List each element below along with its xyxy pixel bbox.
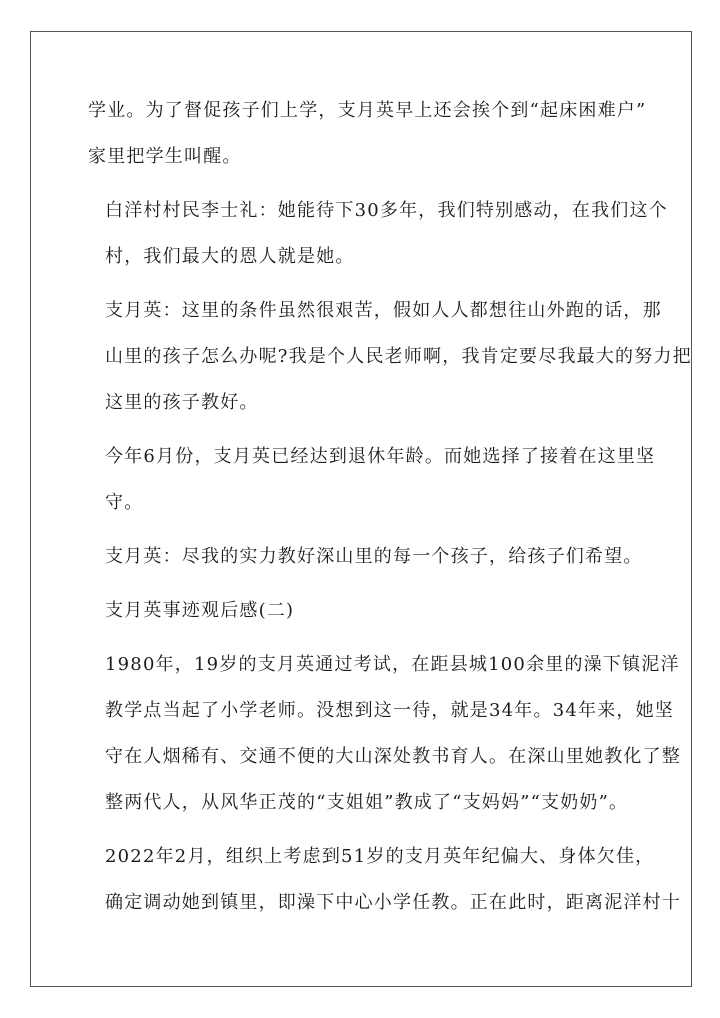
paragraph — [88, 188, 668, 280]
text-line: 守。 — [105, 492, 144, 513]
paragraph — [88, 642, 681, 826]
paragraph — [88, 834, 681, 926]
paragraph — [88, 288, 692, 426]
text-line: 白洋村村民李士礼：她能待下30多年，我们特别感动，在我们这个 — [105, 200, 668, 221]
section-heading — [88, 588, 638, 634]
text-line: 2022年2月，组织上考虑到51岁的支月英年纪偏大、身体欠佳， — [105, 846, 655, 867]
text-line: 山里的孩子怎么办呢?我是个人民老师啊，我肯定要尽我最大的努力把 — [105, 346, 692, 367]
text-line: 支月英：尽我的实力教好深山里的每一个孩子，给孩子们希望。 — [105, 546, 643, 567]
text-line: 支月英：这里的条件虽然很艰苦，假如人人都想往山外跑的话，那 — [105, 300, 662, 321]
paragraph — [88, 534, 643, 580]
text-line: 1980年，19岁的支月英通过考试，在距县城100余里的澡下镇泥洋 — [105, 654, 680, 675]
text-line: 学业。为了督促孩子们上学，支月英早上还会挨个到“起床困难户” — [88, 100, 647, 121]
paragraph — [88, 434, 656, 526]
text-line: 整两代人，从风华正茂的“支姐姐”教成了“支妈妈”“支奶奶”。 — [105, 792, 629, 813]
text-line: 村，我们最大的恩人就是她。 — [105, 246, 355, 267]
document-body — [88, 88, 692, 934]
text-line: 教学点当起了小学老师。没想到这一待，就是34年。34年来，她坚 — [105, 700, 675, 721]
text-line: 支月英事迹观后感(二) — [105, 600, 295, 621]
text-line: 守在人烟稀有、交通不便的大山深处教书育人。在深山里她教化了整 — [105, 746, 681, 767]
text-line: 今年6月份，支月英已经达到退休年龄。而她选择了接着在这里坚 — [105, 446, 656, 467]
text-line: 确定调动她到镇里，即澡下中心小学任教。正在此时，距离泥洋村十 — [105, 892, 681, 913]
paragraph — [88, 88, 647, 180]
text-line: 这里的孩子教好。 — [105, 392, 259, 413]
text-line: 家里把学生叫醒。 — [88, 146, 242, 167]
